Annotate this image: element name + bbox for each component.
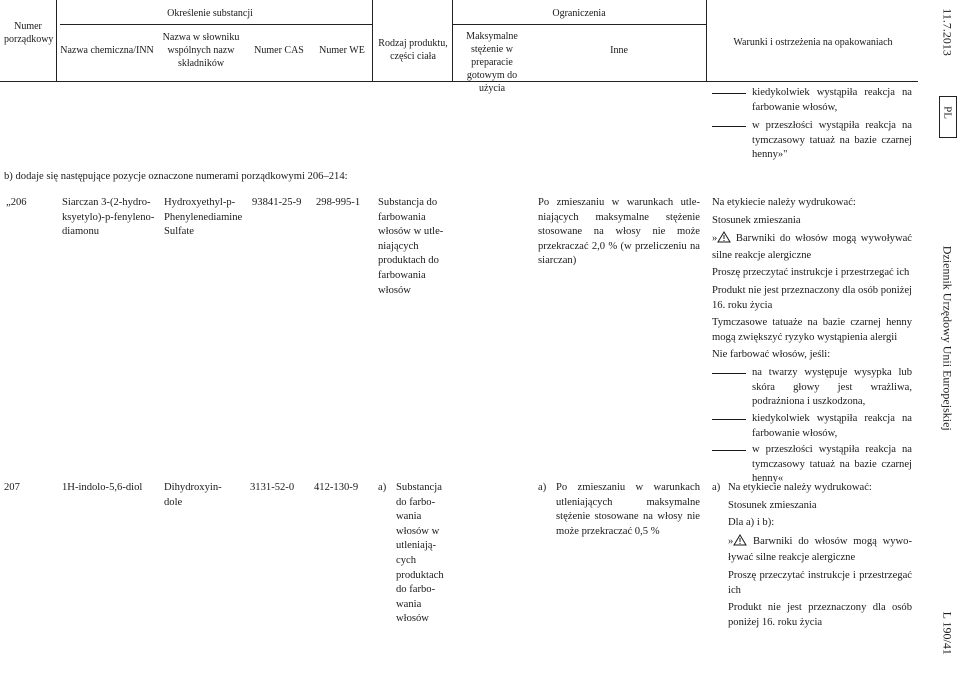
row-206-inci: Hydroxyethyl-p-Phenylenediamine Sulfate — [164, 197, 243, 238]
row-206-inne: Po zmieszaniu w warunkach utleniających maksymalne stężenie stosowane na włosy nie może przekraczać 2,0 % (w przeliczeniu na siarczan) — [538, 197, 700, 267]
age-restriction: Produkt nie jest przeznaczony dla osób poniżej 16. roku życia — [712, 285, 912, 311]
header-ograniczenia-rule — [452, 24, 706, 25]
journal-title: Dziennik Urzędowy Unii Europejskiej — [940, 245, 955, 431]
hdr-div — [452, 0, 453, 82]
header-rodzaj-produktu: Rodzaj produktu, części ciała — [378, 38, 448, 62]
header-ograniczenia: Ograniczenia — [552, 8, 606, 19]
header-bottom-rule — [0, 81, 918, 82]
row-207-chem: 1H-indolo-5,6-diol — [62, 482, 143, 493]
row-207-inne: Po zmieszaniu w warunkach utleniających maksymalne stężenie stosowane na włosy nie może przekraczać 0,5 % — [556, 482, 700, 537]
henna-warning: Tymczasowe tatuaże na bazie czarnej henny mogą zwiększyć ryzyko wystąpienia alergii — [712, 317, 912, 343]
mixing-ratio: Stosunek zmieszania — [728, 499, 817, 511]
applies-to: Dla a) i b): — [728, 517, 775, 529]
mixing-ratio: Stosunek zmieszania — [712, 214, 801, 226]
language-code: PL — [941, 106, 954, 120]
read-instructions: Proszę przeczytać instrukcje i przestrzegać ich — [712, 267, 910, 279]
dash-item: w przeszłości wystąpiła reakcja na tymczasowy tatuaż na bazie czarnej henny« — [712, 443, 912, 487]
allergy-warning: » Barwniki do włosów mogą wywoływać silne reakcje alergiczne — [712, 233, 912, 261]
row-206-warunki — [712, 196, 912, 487]
header-nazwa-slownik: Nazwa w słowniku wspólnych nazw składników — [162, 32, 240, 69]
header-numer-porzadkowy: Numer porządkowy — [4, 21, 54, 45]
row-206-num: „206 — [6, 197, 27, 208]
page-margin — [934, 0, 960, 674]
header-numer-we: Numer WE — [319, 45, 365, 56]
age-restriction: Produkt nie jest przeznaczony dla osób poniżej 16. roku życia — [728, 602, 912, 628]
row-206-cas: 93841-25-9 — [252, 197, 302, 208]
section-b-heading: b) dodaje się następujące pozycje oznaczone numerami porządkowymi 206–214: — [4, 171, 348, 182]
header-nazwa-chemiczna: Nazwa chemiczna/INN — [60, 45, 154, 56]
row-207-num: 207 — [4, 482, 20, 493]
top-warning-item: w przeszłości wystąpiła reakcja na tymczasowy tatuaż na bazie czarnej henny»" — [712, 119, 912, 163]
row-206-rodzaj: Substancja do farbowania włosów w utleniających produktach do farbowania włosów — [378, 197, 444, 296]
dash-item: na twarzy występuje wysypka lub skóra głowy jest wrażliwa, podrażniona i uszkodzona, — [712, 366, 912, 410]
row-206-we: 298-995-1 — [316, 197, 361, 208]
dash-item: kiedykolwiek wystąpiła reakcja na farbowanie włosów, — [712, 412, 912, 441]
hdr-div — [56, 0, 57, 82]
hdr-div — [706, 0, 707, 82]
read-instructions: Proszę przeczytać instrukcje i przestrzegać ich — [728, 570, 912, 596]
header-max-stezenie: Maksymalne stężenie w preparacie gotowym do użycia — [466, 31, 518, 94]
top-warnings — [712, 86, 912, 163]
row-207-warunki — [728, 481, 912, 633]
warning-triangle-icon — [733, 534, 747, 552]
header-inne: Inne — [610, 45, 628, 56]
row-207-rodzaj: Substancja do farbowania włosów w utleniających produktach do farbowania włosów — [396, 482, 444, 625]
row-207-cas: 3131-52-0 — [250, 482, 295, 493]
header-warunki: Warunki i ostrzeżenia na opakowaniach — [733, 37, 893, 48]
header-okreslenie: Określenie substancji — [167, 8, 253, 19]
row-207-we: 412-130-9 — [314, 482, 359, 493]
row-206-chem: Siarczan 3-(2-hydroksyetylo)-p-fenylenodiamonu — [62, 197, 155, 238]
publication-date: 11.7.2013 — [940, 8, 955, 56]
allergy-warning: » Barwniki do włosów mogą wywoływać silne reakcje alergiczne — [728, 535, 912, 564]
page-number: L 190/41 — [940, 611, 955, 655]
do-not-dye: Nie farbować włosów, jeśli: — [712, 349, 831, 361]
top-warning-item: kiedykolwiek wystąpiła reakcja na farbowanie włosów, — [712, 86, 912, 115]
row-207-rodzaj-label: a) — [378, 482, 387, 493]
label-instruction: Na etykiecie należy wydrukować: — [712, 197, 856, 208]
warning-triangle-icon — [717, 231, 731, 249]
header-okreslenie-rule — [60, 24, 372, 25]
header-numer-cas: Numer CAS — [254, 45, 304, 56]
row-207-warunki-label: a) — [712, 482, 721, 493]
label-instruction: Na etykiecie należy wydrukować: — [728, 482, 872, 493]
hdr-div — [372, 0, 373, 82]
row-207-inci: Dihydroxyindole — [164, 482, 222, 508]
row-207-inne-label: a) — [538, 482, 547, 493]
